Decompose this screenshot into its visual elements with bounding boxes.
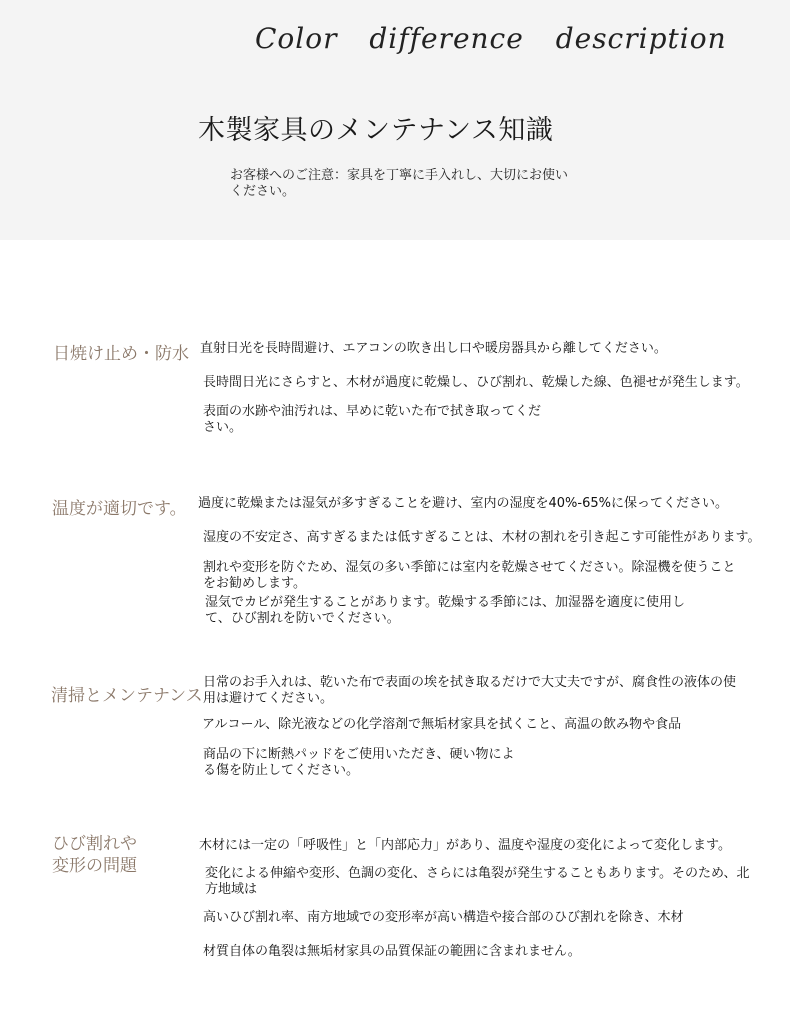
section-paragraph: 湿気でカビが発生することがあります。乾燥する季節には、加湿器を適度に使用して、ひび割れを防いでください。 xyxy=(205,595,685,626)
section-paragraph: 長時間日光にさらすと、木材が過度に乾燥し、ひび割れ、乾燥した線、色褪せが発生します。 xyxy=(203,375,749,390)
section-paragraph: 商品の下に断熱パッドをご使用いただき、硬い物による傷を防止してください。 xyxy=(203,747,515,778)
page-title: 木製家具のメンテナンス知識 xyxy=(198,115,554,146)
section-paragraph: アルコール、除光液などの化学溶剤で無垢材家具を拭くこと、高温の飲み物や食品 xyxy=(202,717,682,732)
section-paragraph: 割れや変形を防ぐため、湿気の多い季節には室内を乾燥させてください。除湿機を使うことをお勧めします。 xyxy=(203,560,736,591)
section-paragraph: 直射日光を長時間避け、エアコンの吹き出し口や暖房器具から離してください。 xyxy=(200,341,667,356)
section-paragraph: 高いひび割れ率、南方地域での変形率が高い構造や接合部のひび割れを除き、木材 xyxy=(203,910,684,925)
header-banner xyxy=(0,0,790,240)
section-paragraph: 日常のお手入れは、乾いた布で表面の埃を拭き取るだけで大丈夫ですが、腐食性の液体の使用は避けてください。 xyxy=(203,675,737,706)
section-paragraph: 材質自体の亀裂は無垢材家具の品質保証の範囲に含まれません。 xyxy=(203,944,581,959)
notice-text: お客様へのご注意：家具を丁寧に手入れし、大切にお使いください。 xyxy=(230,168,569,199)
section-paragraph: 過度に乾燥または湿気が多すぎることを避け、室内の湿度を40%-65%に保ってください。 xyxy=(198,496,728,511)
section-paragraph: 表面の水跡や油汚れは、早めに乾いた布で拭き取ってください。 xyxy=(203,404,542,435)
section-paragraph: 湿度の不安定さ、高すぎるまたは低すぎることは、木材の割れを引き起こす可能性があります。 xyxy=(203,530,761,545)
section-heading-sunscreen: 日焼け止め・防水 xyxy=(53,344,189,364)
section-paragraph: 木材には一定の「呼吸性」と「内部応力」があり、温度や湿度の変化によって変化します。 xyxy=(199,838,731,853)
section-heading-cracks: ひび割れや変形の問題 xyxy=(52,834,137,876)
section-paragraph: 変化による伸縮や変形、色調の変化、さらには亀裂が発生することもあります。そのため、北方地域は xyxy=(205,866,750,897)
script-title: Color difference description xyxy=(255,22,727,55)
section-heading-cleaning: 清掃とメンテナンス xyxy=(51,686,203,706)
section-heading-humidity: 温度が適切です。 xyxy=(52,499,187,519)
